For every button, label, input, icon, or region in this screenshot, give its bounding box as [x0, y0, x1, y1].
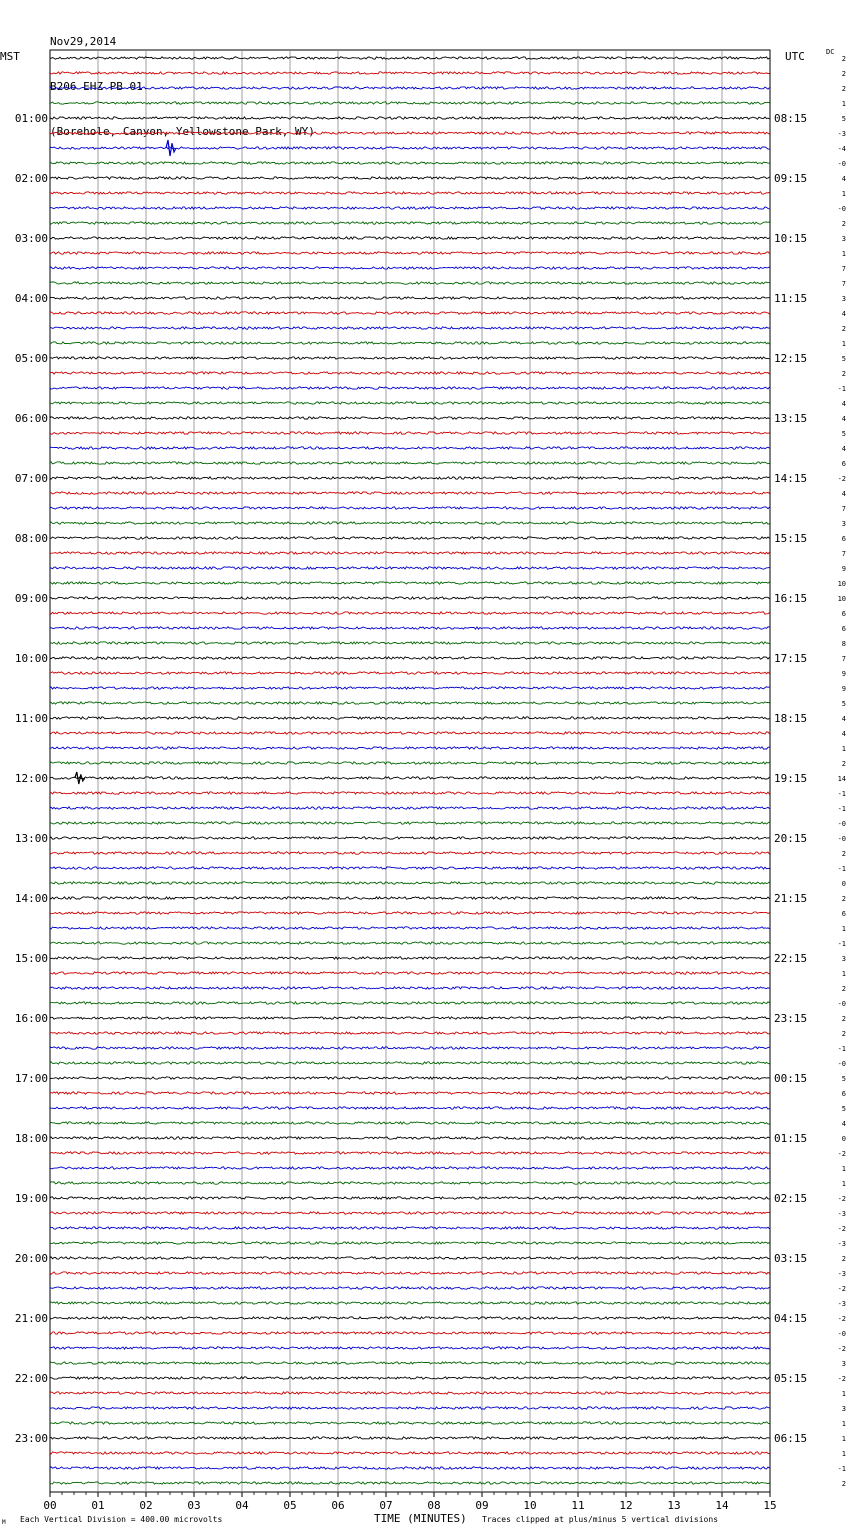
- trace-row: [50, 747, 770, 749]
- trace-row: [50, 1467, 770, 1469]
- dc-offset-label: 10: [837, 580, 846, 588]
- trace-row: [50, 1182, 770, 1184]
- x-tick-label: 08: [427, 1499, 441, 1512]
- trace-row: [50, 1047, 770, 1049]
- dc-offset-label: 1: [841, 340, 846, 348]
- dc-offset-label: -2: [837, 1345, 846, 1353]
- dc-offset-label: 2: [841, 1015, 846, 1023]
- dc-offset-label: 6: [841, 535, 846, 543]
- trace-row: [50, 1122, 770, 1124]
- trace-row: [50, 702, 770, 704]
- dc-offset-label: 1: [841, 925, 846, 933]
- trace-row: [50, 1032, 770, 1034]
- dc-offset-label: -0: [837, 820, 846, 828]
- x-tick-label: 06: [331, 1499, 345, 1512]
- dc-offset-label: -1: [837, 790, 846, 798]
- dc-offset-label: 9: [841, 685, 846, 693]
- dc-offset-label: 3: [841, 955, 846, 963]
- trace-row: [50, 852, 770, 854]
- dc-offset-label: 1: [841, 1165, 846, 1173]
- left-hour-label: 12:00: [14, 772, 48, 785]
- trace-row: [50, 207, 770, 209]
- dc-offset-label: -1: [837, 865, 846, 873]
- right-hour-label: 08:15: [774, 112, 808, 125]
- dc-offset-label: 1: [841, 745, 846, 753]
- right-hour-label: 12:15: [774, 352, 808, 365]
- x-tick-label: 14: [715, 1499, 729, 1512]
- dc-offset-label: -2: [837, 1225, 846, 1233]
- dc-offset-label: 14: [837, 775, 846, 783]
- trace-row: [50, 477, 770, 479]
- dc-offset-label: 2: [841, 325, 846, 333]
- trace-row: [50, 627, 770, 629]
- trace-row: [50, 1227, 770, 1229]
- trace-row: [50, 522, 770, 524]
- dc-offset-label: 3: [841, 1405, 846, 1413]
- left-hour-label: 17:00: [14, 1072, 48, 1085]
- dc-offset-label: 6: [841, 625, 846, 633]
- dc-offset-label: 4: [841, 1120, 846, 1128]
- dc-offset-label: -2: [837, 475, 846, 483]
- dc-offset-label: 10: [837, 595, 846, 603]
- dc-offset-label: 7: [841, 265, 846, 273]
- trace-row: [50, 672, 770, 674]
- plot-frame: [50, 50, 770, 1492]
- trace-row: [50, 312, 770, 314]
- left-hour-label: 05:00: [14, 352, 48, 365]
- dc-offset-label: -0: [837, 1330, 846, 1338]
- dc-offset-label: 4: [841, 415, 846, 423]
- right-hour-label: 02:15: [774, 1192, 808, 1205]
- trace-row: [50, 582, 770, 584]
- dc-offset-label: 6: [841, 1090, 846, 1098]
- left-hour-label: 16:00: [14, 1012, 48, 1025]
- trace-row: [50, 1392, 770, 1394]
- dc-offset-label: 4: [841, 730, 846, 738]
- dc-offset-label: -4: [837, 145, 846, 153]
- dc-offset-label: 2: [841, 1480, 846, 1488]
- dc-offset-label: 9: [841, 670, 846, 678]
- trace-row: [50, 147, 770, 149]
- trace-row: [50, 1407, 770, 1409]
- dc-offset-label: 6: [841, 910, 846, 918]
- x-tick-label: 10: [523, 1499, 537, 1512]
- dc-offset-label: -0: [837, 205, 846, 213]
- dc-offset-label: 1: [841, 190, 846, 198]
- trace-row: [50, 762, 770, 764]
- dc-offset-label: -2: [837, 1150, 846, 1158]
- dc-offset-label: 2: [841, 220, 846, 228]
- trace-row: [50, 597, 770, 599]
- trace-row: [50, 222, 770, 224]
- trace-row: [50, 1092, 770, 1094]
- trace-row: [50, 372, 770, 374]
- dc-offset-label: 1: [841, 1390, 846, 1398]
- left-hour-label: 02:00: [14, 172, 48, 185]
- trace-row: [50, 87, 770, 89]
- dc-offset-label: 5: [841, 355, 846, 363]
- dc-offset-label: 9: [841, 565, 846, 573]
- x-tick-label: 01: [91, 1499, 105, 1512]
- dc-offset-label: 8: [841, 640, 846, 648]
- dc-offset-label: -3: [837, 130, 846, 138]
- dc-offset-label: 4: [841, 715, 846, 723]
- left-hour-label: 22:00: [14, 1372, 48, 1385]
- trace-row: [50, 402, 770, 404]
- trace-row: [50, 687, 770, 689]
- trace-row: [50, 882, 770, 884]
- dc-offset-label: -3: [837, 1270, 846, 1278]
- trace-row: [50, 657, 770, 659]
- dc-offset-label: -3: [837, 1240, 846, 1248]
- dc-offset-label: 1: [841, 970, 846, 978]
- right-axis-title: UTC: [785, 50, 805, 63]
- trace-row: [50, 327, 770, 329]
- dc-offset-label: 1: [841, 250, 846, 258]
- trace-row: [50, 1452, 770, 1454]
- trace-row: [50, 927, 770, 929]
- dc-offset-label: -2: [837, 1195, 846, 1203]
- trace-row: [50, 237, 770, 239]
- dc-offset-label: 2: [841, 85, 846, 93]
- trace-row: [50, 252, 770, 254]
- dc-offset-label: -0: [837, 1060, 846, 1068]
- left-hour-label: 04:00: [14, 292, 48, 305]
- dc-offset-label: -1: [837, 1465, 846, 1473]
- x-axis-label: TIME (MINUTES): [374, 1512, 467, 1525]
- left-hour-label: 07:00: [14, 472, 48, 485]
- trace-row: [50, 1317, 770, 1319]
- left-hour-label: 18:00: [14, 1132, 48, 1145]
- x-tick-label: 13: [667, 1499, 681, 1512]
- trace-row: [50, 177, 770, 179]
- trace-row: [50, 777, 770, 779]
- left-hour-label: 23:00: [14, 1432, 48, 1445]
- trace-row: [50, 297, 770, 299]
- dc-offset-label: 2: [841, 1030, 846, 1038]
- dc-offset-label: 2: [841, 850, 846, 858]
- right-hour-label: 21:15: [774, 892, 808, 905]
- dc-offset-label: 7: [841, 550, 846, 558]
- trace-row: [50, 1107, 770, 1109]
- trace-row: [50, 1272, 770, 1274]
- trace-row: [50, 1152, 770, 1154]
- dc-offset-label: 2: [841, 55, 846, 63]
- left-hour-label: 13:00: [14, 832, 48, 845]
- trace-row: [50, 1242, 770, 1244]
- dc-offset-label: 7: [841, 505, 846, 513]
- x-tick-label: 00: [43, 1499, 57, 1512]
- dc-offset-label: 1: [841, 1180, 846, 1188]
- x-tick-label: 09: [475, 1499, 489, 1512]
- left-hour-label: 06:00: [14, 412, 48, 425]
- dc-offset-label: 5: [841, 700, 846, 708]
- dc-offset-label: 1: [841, 1450, 846, 1458]
- left-hour-label: 19:00: [14, 1192, 48, 1205]
- trace-row: [50, 1077, 770, 1079]
- left-axis-title: MST: [0, 50, 20, 63]
- trace-row: [50, 612, 770, 614]
- dc-offset-label: 6: [841, 460, 846, 468]
- dc-offset-label: 1: [841, 100, 846, 108]
- trace-row: [50, 957, 770, 959]
- right-hour-label: 00:15: [774, 1072, 808, 1085]
- trace-row: [50, 1482, 770, 1484]
- right-hour-label: 23:15: [774, 1012, 808, 1025]
- dc-offset-label: 1: [841, 1420, 846, 1428]
- left-hour-label: 01:00: [14, 112, 48, 125]
- dc-offset-label: 3: [841, 235, 846, 243]
- trace-row: [50, 1377, 770, 1379]
- right-hour-label: 18:15: [774, 712, 808, 725]
- right-hour-label: 03:15: [774, 1252, 808, 1265]
- trace-row: [50, 1332, 770, 1334]
- right-hour-label: 16:15: [774, 592, 808, 605]
- trace-row: [50, 897, 770, 899]
- trace-row: [50, 1062, 770, 1064]
- trace-row: [50, 537, 770, 539]
- trace-row: [50, 1422, 770, 1424]
- x-tick-label: 11: [571, 1499, 585, 1512]
- left-hour-label: 10:00: [14, 652, 48, 665]
- dc-offset-label: 4: [841, 445, 846, 453]
- dc-offset-label: 3: [841, 1360, 846, 1368]
- dc-offset-label: 0: [841, 1135, 846, 1143]
- trace-row: [50, 822, 770, 824]
- x-tick-label: 05: [283, 1499, 297, 1512]
- right-hour-label: 11:15: [774, 292, 808, 305]
- left-hour-label: 03:00: [14, 232, 48, 245]
- trace-row: [50, 117, 770, 119]
- right-hour-label: 19:15: [774, 772, 808, 785]
- dc-title: DC: [826, 48, 835, 56]
- trace-row: [50, 717, 770, 719]
- trace-row: [50, 357, 770, 359]
- dc-offset-label: 3: [841, 295, 846, 303]
- trace-row: [50, 972, 770, 974]
- trace-row: [50, 792, 770, 794]
- trace-row: [50, 1137, 770, 1139]
- x-tick-label: 12: [619, 1499, 633, 1512]
- trace-row: [50, 1017, 770, 1019]
- trace-row: [50, 1302, 770, 1304]
- trace-row: [50, 162, 770, 164]
- dc-offset-label: -2: [837, 1315, 846, 1323]
- dc-offset-label: -2: [837, 1375, 846, 1383]
- left-hour-label: 09:00: [14, 592, 48, 605]
- station-label: B206 EHZ PB 01: [50, 80, 143, 93]
- x-tick-label: 04: [235, 1499, 249, 1512]
- trace-row: [50, 72, 770, 74]
- trace-row: [50, 867, 770, 869]
- x-tick-label: 07: [379, 1499, 393, 1512]
- dc-offset-label: 2: [841, 895, 846, 903]
- left-hour-label: 11:00: [14, 712, 48, 725]
- trace-row: [50, 642, 770, 644]
- trace-row: [50, 567, 770, 569]
- trace-row: [50, 387, 770, 389]
- right-hour-label: 05:15: [774, 1372, 808, 1385]
- trace-row: [50, 552, 770, 554]
- dc-offset-label: 6: [841, 610, 846, 618]
- right-hour-label: 22:15: [774, 952, 808, 965]
- dc-offset-label: 5: [841, 115, 846, 123]
- x-tick-label: 15: [763, 1499, 777, 1512]
- left-hour-label: 21:00: [14, 1312, 48, 1325]
- dc-offset-label: -2: [837, 1285, 846, 1293]
- trace-row: [50, 1362, 770, 1364]
- dc-offset-label: 4: [841, 310, 846, 318]
- trace-row: [50, 912, 770, 914]
- dc-offset-label: -1: [837, 940, 846, 948]
- dc-offset-label: 2: [841, 985, 846, 993]
- left-hour-label: 15:00: [14, 952, 48, 965]
- right-hour-label: 17:15: [774, 652, 808, 665]
- trace-row: [50, 432, 770, 434]
- trace-row: [50, 1167, 770, 1169]
- trace-row: [50, 942, 770, 944]
- trace-row: [50, 192, 770, 194]
- left-hour-label: 20:00: [14, 1252, 48, 1265]
- right-hour-label: 01:15: [774, 1132, 808, 1145]
- trace-row: [50, 417, 770, 419]
- footer-mark: M: [2, 1519, 6, 1526]
- trace-row: [50, 507, 770, 509]
- right-hour-label: 15:15: [774, 532, 808, 545]
- right-hour-label: 09:15: [774, 172, 808, 185]
- dc-offset-label: -3: [837, 1210, 846, 1218]
- left-hour-label: 08:00: [14, 532, 48, 545]
- right-hour-label: 13:15: [774, 412, 808, 425]
- dc-offset-label: 2: [841, 1255, 846, 1263]
- dc-offset-label: -0: [837, 835, 846, 843]
- trace-row: [50, 267, 770, 269]
- dc-offset-label: 5: [841, 1075, 846, 1083]
- dc-offset-label: -1: [837, 805, 846, 813]
- dc-offset-label: 4: [841, 400, 846, 408]
- trace-row: [50, 282, 770, 284]
- trace-row: [50, 1002, 770, 1004]
- right-hour-label: 06:15: [774, 1432, 808, 1445]
- x-tick-label: 03: [187, 1499, 201, 1512]
- dc-offset-label: 0: [841, 880, 846, 888]
- dc-offset-label: -0: [837, 1000, 846, 1008]
- footer-scale-note: Each Vertical Division = 400.00 microvolts: [20, 1515, 223, 1524]
- dc-offset-label: 2: [841, 760, 846, 768]
- x-tick-label: 02: [139, 1499, 153, 1512]
- trace-row: [50, 1197, 770, 1199]
- date-label: Nov29,2014: [50, 35, 117, 48]
- dc-offset-label: -1: [837, 385, 846, 393]
- location-label: (Borehole, Canyon, Yellowstone Park, WY): [50, 125, 315, 138]
- trace-row: [50, 837, 770, 839]
- trace-row: [50, 987, 770, 989]
- left-hour-label: 14:00: [14, 892, 48, 905]
- dc-offset-label: 4: [841, 175, 846, 183]
- trace-row: [50, 1287, 770, 1289]
- trace-row: [50, 492, 770, 494]
- trace-row: [50, 1347, 770, 1349]
- dc-offset-label: 4: [841, 490, 846, 498]
- dc-offset-label: 5: [841, 430, 846, 438]
- dc-offset-label: 5: [841, 1105, 846, 1113]
- trace-row: [50, 1437, 770, 1439]
- dc-offset-label: 3: [841, 520, 846, 528]
- trace-row: [50, 462, 770, 464]
- dc-offset-label: 7: [841, 655, 846, 663]
- trace-row: [50, 1212, 770, 1214]
- dc-offset-label: -1: [837, 1045, 846, 1053]
- dc-offset-label: 7: [841, 280, 846, 288]
- dc-offset-label: 2: [841, 370, 846, 378]
- trace-row: [50, 447, 770, 449]
- trace-row: [50, 807, 770, 809]
- trace-row: [50, 132, 770, 134]
- dc-offset-label: -3: [837, 1300, 846, 1308]
- right-hour-label: 20:15: [774, 832, 808, 845]
- right-hour-label: 14:15: [774, 472, 808, 485]
- trace-row: [50, 57, 770, 59]
- trace-row: [50, 1257, 770, 1259]
- right-hour-label: 04:15: [774, 1312, 808, 1325]
- trace-row: [50, 342, 770, 344]
- dc-offset-label: 1: [841, 1435, 846, 1443]
- dc-offset-label: -0: [837, 160, 846, 168]
- footer-clip-note: Traces clipped at plus/minus 5 vertical divisions: [482, 1515, 719, 1524]
- trace-row: [50, 102, 770, 104]
- right-hour-label: 10:15: [774, 232, 808, 245]
- dc-offset-label: 2: [841, 70, 846, 78]
- trace-row: [50, 732, 770, 734]
